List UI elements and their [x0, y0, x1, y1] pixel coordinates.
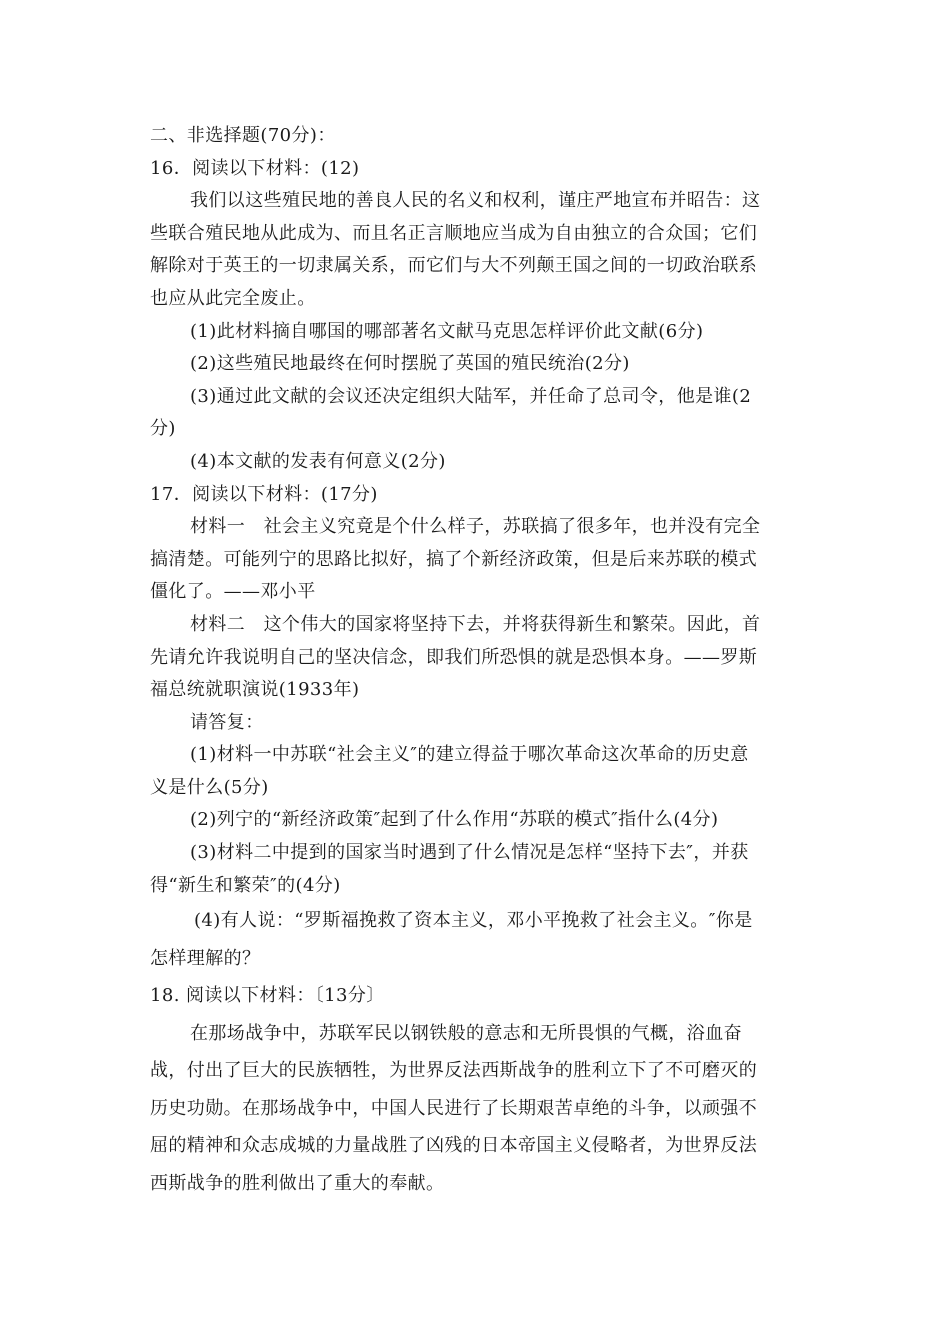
- q17-heading: 17．阅读以下材料：(17分): [150, 483, 378, 505]
- q16-question-2: (2)这些殖民地最终在何时摆脱了英国的殖民统治(2分): [190, 353, 630, 375]
- q17-question-1: (1)材料一中苏联“社会主义″的建立得益于哪次革命这次革命的历史意: [190, 744, 749, 766]
- q18-heading: 18. 阅读以下材料：〔13分〕: [150, 985, 385, 1007]
- q17-question-3-cont: 得“新生和繁荣″的(4分): [150, 874, 341, 896]
- q17-material1-line: 材料一 社会主义究竟是个什么样子，苏联搞了很多年，也并没有完全: [190, 516, 761, 538]
- q16-passage-line: 些联合殖民地从此成为、而且名正言顺地应当成为自由独立的合众国；它们: [150, 222, 758, 244]
- q17-question-3: (3)材料二中提到的国家当时遇到了什么情况是怎样“坚持下去″，并获: [190, 842, 749, 864]
- q16-passage-line: 解除对于英王的一切隶属关系，而它们与大不列颠王国之间的一切政治联系: [150, 255, 758, 277]
- q17-prompt: 请答复：: [190, 711, 264, 733]
- q18-passage-line: 在那场战争中，苏联军民以钢铁般的意志和无所畏惧的气概，浴血奋: [190, 1022, 742, 1044]
- q18-passage-line: 西斯战争的胜利做出了重大的奉献。: [150, 1172, 445, 1194]
- q18-passage-line: 屈的精神和众志成城的力量战胜了凶残的日本帝国主义侵略者，为世界反法: [150, 1135, 758, 1157]
- q17-question-4-cont: 怎样理解的？: [150, 947, 261, 969]
- q16-heading: 16．阅读以下材料：(12): [150, 157, 360, 179]
- q18-passage-line: 战，付出了巨大的民族牺牲，为世界反法西斯战争的胜利立下了不可磨灭的: [150, 1060, 758, 1082]
- q17-material2-line: 材料二 这个伟大的国家将坚持下去，并将获得新生和繁荣。因此，首: [190, 613, 761, 635]
- q16-passage-line: 也应从此完全废止。: [150, 287, 316, 309]
- q17-question-1-cont: 义是什么(5分): [150, 776, 269, 798]
- q17-material2-line: 先请允许我说明自己的坚决信念，即我们所恐惧的就是恐惧本身。——罗斯: [150, 646, 758, 668]
- q17-question-2: (2)列宁的“新经济政策″起到了什么作用“苏联的模式″指什么(4分): [190, 809, 719, 831]
- q17-material2-line: 福总统就职演说(1933年): [150, 679, 360, 701]
- q16-question-4: (4)本文献的发表有何意义(2分): [190, 450, 446, 472]
- document-page: [150, 120, 800, 1202]
- q16-question-3: (3)通过此文献的会议还决定组织大陆军，并任命了总司令，他是谁(2: [190, 385, 752, 407]
- q18-passage-line: 历史功勋。在那场战争中，中国人民进行了长期艰苦卓绝的斗争，以顽强不: [150, 1097, 758, 1119]
- q17-question-4: (4)有人说：“罗斯福挽救了资本主义，邓小平挽救了社会主义。″你是: [194, 910, 753, 932]
- q17-material1-line: 僵化了。——邓小平: [150, 581, 316, 603]
- q16-question-3-cont: 分): [150, 418, 176, 440]
- q17-material1-line: 搞清楚。可能列宁的思路比拟好，搞了个新经济政策，但是后来苏联的模式: [150, 548, 758, 570]
- q16-question-1: (1)此材料摘自哪国的哪部著名文献马克思怎样评价此文献(6分): [190, 320, 704, 342]
- q16-passage-line: 我们以这些殖民地的善良人民的名义和权利，谨庄严地宣布并昭告：这: [190, 190, 761, 212]
- section-title: 二、非选择题(70分)：: [150, 125, 336, 146]
